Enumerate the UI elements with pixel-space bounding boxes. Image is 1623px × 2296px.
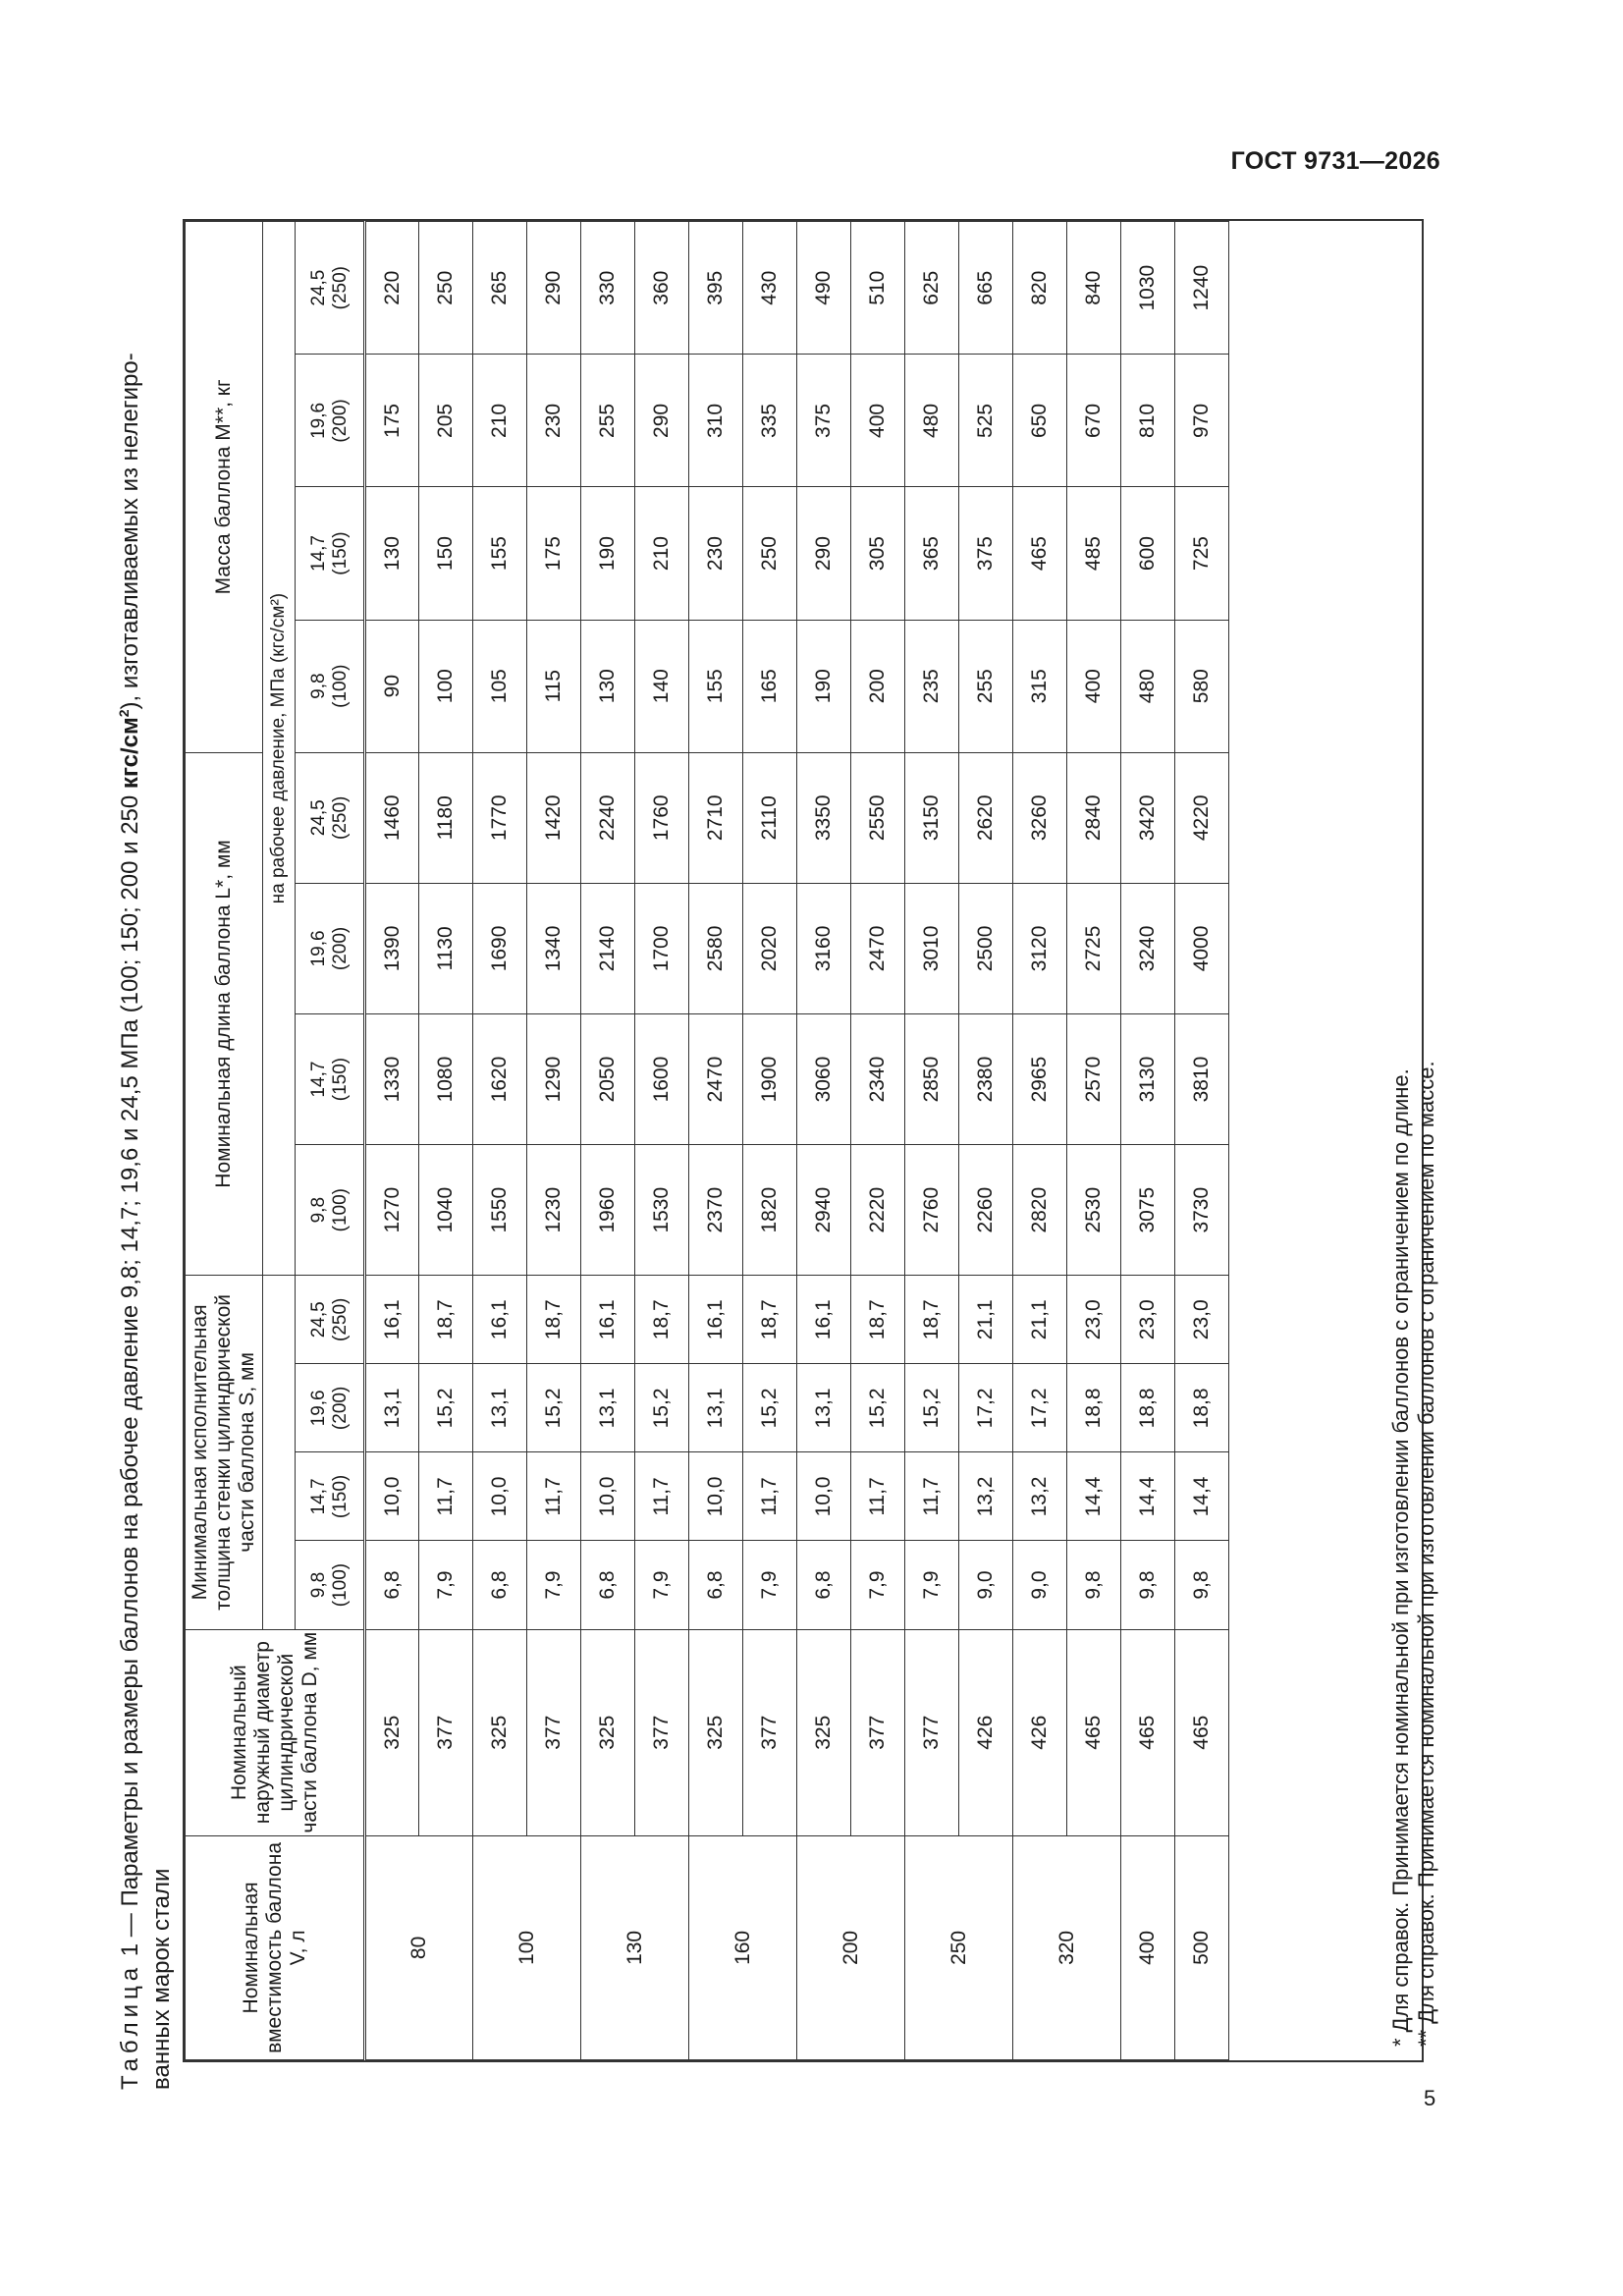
wall-thickness-cell: 23,0 (1175, 1276, 1229, 1364)
wall-thickness-cell: 18,7 (905, 1276, 959, 1364)
length-cell: 2620 (959, 752, 1013, 883)
mass-cell: 810 (1121, 355, 1175, 487)
wall-thickness-cell: 6,8 (689, 1541, 743, 1629)
table-row (797, 222, 851, 2060)
wall-thickness-cell: 10,0 (473, 1452, 527, 1541)
mass-cell: 265 (473, 222, 527, 355)
table-row (851, 222, 905, 2060)
length-cell: 1340 (527, 883, 581, 1013)
length-cell: 1530 (635, 1145, 689, 1276)
wall-thickness-cell: 14,4 (1121, 1452, 1175, 1541)
diameter-cell: 465 (1175, 1629, 1229, 1835)
mass-cell: 305 (851, 487, 905, 620)
length-cell: 3160 (797, 883, 851, 1013)
length-cell: 1390 (365, 883, 419, 1013)
wall-thickness-cell: 18,7 (743, 1276, 797, 1364)
length-cell: 1290 (527, 1014, 581, 1145)
wall-thickness-cell: 7,9 (527, 1541, 581, 1629)
length-cell: 1600 (635, 1014, 689, 1145)
mass-cell: 150 (419, 487, 473, 620)
length-cell: 1690 (473, 883, 527, 1013)
mass-cell: 255 (959, 620, 1013, 752)
wall-thickness-cell: 7,9 (905, 1541, 959, 1629)
mass-cell: 330 (581, 222, 635, 355)
wall-thickness-cell: 18,7 (527, 1276, 581, 1364)
length-cell: 1760 (635, 752, 689, 883)
wall-thickness-cell: 9,8 (1121, 1541, 1175, 1629)
length-cell: 1230 (527, 1145, 581, 1276)
mass-cell: 100 (419, 620, 473, 752)
capacity-cell: 130 (581, 1835, 689, 2059)
pressure-header-cell: 14,7 (150) (296, 487, 365, 620)
mass-cell: 400 (1067, 620, 1121, 752)
capacity-cell: 100 (473, 1835, 581, 2059)
length-cell: 2020 (743, 883, 797, 1013)
mass-cell: 485 (1067, 487, 1121, 620)
table-row (743, 222, 797, 2060)
caption-tag: Таблица (117, 1962, 143, 2090)
length-cell: 1700 (635, 883, 689, 1013)
mass-cell: 525 (959, 355, 1013, 487)
table-row (689, 222, 743, 2060)
mass-cell: 290 (635, 355, 689, 487)
mass-cell: 360 (635, 222, 689, 355)
mass-cell: 375 (959, 487, 1013, 620)
mass-cell: 480 (1121, 620, 1175, 752)
table-row (635, 222, 689, 2060)
wall-thickness-cell: 11,7 (905, 1452, 959, 1541)
length-cell: 2725 (1067, 883, 1121, 1013)
length-cell: 2340 (851, 1014, 905, 1145)
table-row (1121, 222, 1175, 2060)
table-row (1067, 222, 1121, 2060)
mass-cell: 465 (1013, 487, 1067, 620)
length-cell: 1270 (365, 1145, 419, 1276)
caption-unit-sup: 2 (116, 709, 132, 718)
mass-cell: 165 (743, 620, 797, 752)
wall-thickness-cell: 10,0 (689, 1452, 743, 1541)
table-row (365, 222, 419, 2060)
diameter-cell: 377 (635, 1629, 689, 1835)
mass-cell: 235 (905, 620, 959, 752)
page-number: 5 (1424, 2086, 1436, 2110)
mass-cell: 650 (1013, 355, 1067, 487)
length-cell: 2965 (1013, 1014, 1067, 1145)
pressure-header-cell: 19,6 (200) (296, 883, 365, 1013)
wall-thickness-cell: 7,9 (851, 1541, 905, 1629)
mass-cell: 220 (365, 222, 419, 355)
wall-thickness-cell: 9,0 (1013, 1541, 1067, 1629)
wall-thickness-cell: 16,1 (365, 1276, 419, 1364)
wall-thickness-cell: 13,2 (1013, 1452, 1067, 1541)
wall-thickness-cell: 6,8 (581, 1541, 635, 1629)
length-cell: 2840 (1067, 752, 1121, 883)
capacity-cell: 160 (689, 1835, 797, 2059)
wall-thickness-cell: 14,4 (1175, 1452, 1229, 1541)
mass-cell: 130 (581, 620, 635, 752)
diameter-cell: 377 (527, 1629, 581, 1835)
capacity-cell: 80 (365, 1835, 473, 2059)
wall-thickness-cell: 23,0 (1121, 1276, 1175, 1364)
length-cell: 4220 (1175, 752, 1229, 883)
capacity-cell: 500 (1175, 1835, 1229, 2059)
length-cell: 3075 (1121, 1145, 1175, 1276)
mass-cell: 840 (1067, 222, 1121, 355)
footnote-mass: ** Для справок. Принимается номинальной при изготовлении баллонов с ограничением по массе. (1414, 1061, 1438, 2047)
mass-cell: 490 (797, 222, 851, 355)
caption-text: 1 — Параметры и размеры баллонов на рабочее давление 9,8; 14,7; 19,6 и 24,5 МПа (100; 150; 200 и 250 (117, 789, 143, 1963)
pressure-header-cell: 24,5 (250) (296, 752, 365, 883)
mass-cell: 395 (689, 222, 743, 355)
wall-thickness-cell: 13,1 (473, 1364, 527, 1452)
wall-thickness-cell: 15,2 (851, 1364, 905, 1452)
length-cell: 3130 (1121, 1014, 1175, 1145)
wall-thickness-cell: 9,8 (1175, 1541, 1229, 1629)
diameter-cell: 377 (743, 1629, 797, 1835)
table-row (473, 222, 527, 2060)
wall-thickness-cell: 17,2 (1013, 1364, 1067, 1452)
mass-cell: 175 (527, 487, 581, 620)
pressure-header-cell: 19,6 (200) (296, 1364, 365, 1452)
header-spacer (263, 1276, 296, 1629)
diameter-cell: 377 (905, 1629, 959, 1835)
length-cell: 1040 (419, 1145, 473, 1276)
mass-cell: 105 (473, 620, 527, 752)
parameters-table (185, 221, 1229, 2060)
mass-cell: 375 (797, 355, 851, 487)
table-row (581, 222, 635, 2060)
length-cell: 3060 (797, 1014, 851, 1145)
mass-cell: 315 (1013, 620, 1067, 752)
mass-cell: 625 (905, 222, 959, 355)
length-cell: 2530 (1067, 1145, 1121, 1276)
mass-cell: 190 (797, 620, 851, 752)
mass-cell: 250 (743, 487, 797, 620)
wall-thickness-cell: 16,1 (473, 1276, 527, 1364)
length-cell: 2940 (797, 1145, 851, 1276)
wall-thickness-cell: 6,8 (473, 1541, 527, 1629)
diameter-cell: 325 (689, 1629, 743, 1835)
capacity-cell: 400 (1121, 1835, 1175, 2059)
length-cell: 3730 (1175, 1145, 1229, 1276)
wall-thickness-cell: 18,7 (635, 1276, 689, 1364)
mass-cell: 1030 (1121, 222, 1175, 355)
table-frame (183, 219, 1438, 2062)
header-length: Номинальная длина баллона L*, мм (186, 752, 263, 1276)
mass-cell: 200 (851, 620, 905, 752)
footnotes (1388, 1061, 1439, 2047)
length-cell: 1550 (473, 1145, 527, 1276)
wall-thickness-cell: 15,2 (527, 1364, 581, 1452)
mass-cell: 970 (1175, 355, 1229, 487)
mass-cell: 230 (527, 355, 581, 487)
mass-cell: 665 (959, 222, 1013, 355)
length-cell: 2580 (689, 883, 743, 1013)
length-cell: 2760 (905, 1145, 959, 1276)
table-row (1175, 222, 1229, 2060)
footnote-length: * Для справок. Принимается номинальной при изготовлении баллонов с ограничением по длине. (1388, 1068, 1413, 2047)
wall-thickness-cell: 11,7 (851, 1452, 905, 1541)
mass-cell: 480 (905, 355, 959, 487)
length-cell: 1420 (527, 752, 581, 883)
length-cell: 2220 (851, 1145, 905, 1276)
mass-cell: 725 (1175, 487, 1229, 620)
pressure-header-cell: 24,5 (250) (296, 222, 365, 355)
length-cell: 1080 (419, 1014, 473, 1145)
caption-text-end: ), изготавливаемых из нелегиро- (117, 353, 143, 710)
length-cell: 2850 (905, 1014, 959, 1145)
wall-thickness-cell: 11,7 (743, 1452, 797, 1541)
caption-unit: кгс/см (117, 717, 143, 790)
wall-thickness-cell: 7,9 (743, 1541, 797, 1629)
table-row (905, 222, 959, 2060)
diameter-cell: 465 (1121, 1629, 1175, 1835)
length-cell: 2570 (1067, 1014, 1121, 1145)
diameter-cell: 325 (797, 1629, 851, 1835)
mass-cell: 335 (743, 355, 797, 487)
wall-thickness-cell: 6,8 (797, 1541, 851, 1629)
length-cell: 1130 (419, 883, 473, 1013)
wall-thickness-cell: 15,2 (635, 1364, 689, 1452)
length-cell: 2050 (581, 1014, 635, 1145)
wall-thickness-cell: 9,0 (959, 1541, 1013, 1629)
table-row (959, 222, 1013, 2060)
pressure-header-cell: 14,7 (150) (296, 1452, 365, 1541)
wall-thickness-cell: 14,4 (1067, 1452, 1121, 1541)
diameter-cell: 426 (959, 1629, 1013, 1835)
mass-cell: 190 (581, 487, 635, 620)
mass-cell: 210 (473, 355, 527, 487)
wall-thickness-cell: 18,7 (419, 1276, 473, 1364)
mass-cell: 175 (365, 355, 419, 487)
wall-thickness-cell: 7,9 (635, 1541, 689, 1629)
mass-cell: 230 (689, 487, 743, 620)
length-cell: 2260 (959, 1145, 1013, 1276)
mass-cell: 290 (797, 487, 851, 620)
diameter-cell: 325 (365, 1629, 419, 1835)
wall-thickness-cell: 21,1 (959, 1276, 1013, 1364)
length-cell: 3350 (797, 752, 851, 883)
wall-thickness-cell: 18,8 (1067, 1364, 1121, 1452)
length-cell: 2550 (851, 752, 905, 883)
length-cell: 1180 (419, 752, 473, 883)
wall-thickness-cell: 18,8 (1175, 1364, 1229, 1452)
wall-thickness-cell: 7,9 (419, 1541, 473, 1629)
length-cell: 2470 (851, 883, 905, 1013)
wall-thickness-cell: 10,0 (365, 1452, 419, 1541)
wall-thickness-cell: 13,1 (581, 1364, 635, 1452)
length-cell: 2110 (743, 752, 797, 883)
diameter-cell: 325 (473, 1629, 527, 1835)
table-row (527, 222, 581, 2060)
capacity-cell: 250 (905, 1835, 1013, 2059)
diameter-cell: 426 (1013, 1629, 1067, 1835)
wall-thickness-cell: 11,7 (635, 1452, 689, 1541)
mass-cell: 115 (527, 620, 581, 752)
mass-cell: 210 (635, 487, 689, 620)
header-capacity: Номинальная вместимость баллона V, л (186, 1835, 365, 2059)
length-cell: 1960 (581, 1145, 635, 1276)
length-cell: 2370 (689, 1145, 743, 1276)
pressure-header-cell: 9,8 (100) (296, 1145, 365, 1276)
wall-thickness-cell: 18,8 (1121, 1364, 1175, 1452)
wall-thickness-cell: 16,1 (581, 1276, 635, 1364)
wall-thickness-cell: 15,2 (905, 1364, 959, 1452)
mass-cell: 205 (419, 355, 473, 487)
wall-thickness-cell: 11,7 (419, 1452, 473, 1541)
wall-thickness-cell: 10,0 (797, 1452, 851, 1541)
wall-thickness-cell: 21,1 (1013, 1276, 1067, 1364)
mass-cell: 365 (905, 487, 959, 620)
length-cell: 3120 (1013, 883, 1067, 1013)
wall-thickness-cell: 18,7 (851, 1276, 905, 1364)
wall-thickness-cell: 15,2 (743, 1364, 797, 1452)
length-cell: 1460 (365, 752, 419, 883)
wall-thickness-cell: 13,1 (689, 1364, 743, 1452)
mass-cell: 255 (581, 355, 635, 487)
caption-line2: ванных марок стали (148, 1868, 175, 2090)
capacity-cell: 200 (797, 1835, 905, 2059)
wall-thickness-cell: 13,1 (365, 1364, 419, 1452)
diameter-cell: 325 (581, 1629, 635, 1835)
table-row (1013, 222, 1067, 2060)
mass-cell: 1240 (1175, 222, 1229, 355)
pressure-header-cell: 24,5 (250) (296, 1276, 365, 1364)
length-cell: 2380 (959, 1014, 1013, 1145)
diameter-cell: 377 (419, 1629, 473, 1835)
mass-cell: 600 (1121, 487, 1175, 620)
length-cell: 2710 (689, 752, 743, 883)
mass-cell: 90 (365, 620, 419, 752)
length-cell: 2240 (581, 752, 635, 883)
wall-thickness-cell: 13,1 (797, 1364, 851, 1452)
length-cell: 2140 (581, 883, 635, 1013)
pressure-header-cell: 14,7 (150) (296, 1014, 365, 1145)
mass-cell: 155 (689, 620, 743, 752)
length-cell: 3420 (1121, 752, 1175, 883)
wall-thickness-cell: 13,2 (959, 1452, 1013, 1541)
mass-cell: 510 (851, 222, 905, 355)
length-cell: 3150 (905, 752, 959, 883)
mass-cell: 310 (689, 355, 743, 487)
wall-thickness-cell: 11,7 (527, 1452, 581, 1541)
mass-cell: 130 (365, 487, 419, 620)
mass-cell: 140 (635, 620, 689, 752)
mass-cell: 290 (527, 222, 581, 355)
pressure-header-cell: 19,6 (200) (296, 355, 365, 487)
length-cell: 1620 (473, 1014, 527, 1145)
table-caption (108, 219, 178, 2090)
diameter-cell: 377 (851, 1629, 905, 1835)
mass-cell: 820 (1013, 222, 1067, 355)
wall-thickness-cell: 6,8 (365, 1541, 419, 1629)
diameter-cell: 465 (1067, 1629, 1121, 1835)
mass-cell: 400 (851, 355, 905, 487)
length-cell: 4000 (1175, 883, 1229, 1013)
rotated-table-sheet (108, 219, 1438, 2090)
mass-cell: 430 (743, 222, 797, 355)
length-cell: 1900 (743, 1014, 797, 1145)
pressure-header-cell: 9,8 (100) (296, 620, 365, 752)
length-cell: 1770 (473, 752, 527, 883)
table-row (419, 222, 473, 2060)
mass-cell: 155 (473, 487, 527, 620)
mass-cell: 670 (1067, 355, 1121, 487)
mass-cell: 580 (1175, 620, 1229, 752)
length-cell: 2470 (689, 1014, 743, 1145)
length-cell: 1820 (743, 1145, 797, 1276)
table-body (365, 222, 1229, 2060)
length-cell: 1330 (365, 1014, 419, 1145)
wall-thickness-cell: 9,8 (1067, 1541, 1121, 1629)
wall-thickness-cell: 15,2 (419, 1364, 473, 1452)
wall-thickness-cell: 16,1 (689, 1276, 743, 1364)
length-cell: 3810 (1175, 1014, 1229, 1145)
wall-thickness-cell: 23,0 (1067, 1276, 1121, 1364)
capacity-cell: 320 (1013, 1835, 1121, 2059)
header-diameter: Номинальный наружный диаметр цилиндрической части баллона D, мм (186, 1629, 365, 1835)
header-mass: Масса баллона M**, кг (186, 222, 263, 753)
pressure-header-cell: 9,8 (100) (296, 1541, 365, 1629)
length-cell: 3240 (1121, 883, 1175, 1013)
header-wall-thickness: Минимальная исполнительная толщина стенки цилиндрической части баллона S, мм (186, 1276, 263, 1629)
wall-thickness-cell: 17,2 (959, 1364, 1013, 1452)
document-code: ГОСТ 9731—2026 (1230, 147, 1440, 175)
length-cell: 3260 (1013, 752, 1067, 883)
wall-thickness-cell: 16,1 (797, 1276, 851, 1364)
length-cell: 2820 (1013, 1145, 1067, 1276)
length-cell: 3010 (905, 883, 959, 1013)
wall-thickness-cell: 10,0 (581, 1452, 635, 1541)
mass-cell: 250 (419, 222, 473, 355)
header-pressure-label: на рабочее давление, МПа (кгс/см²) (263, 222, 296, 1276)
length-cell: 2500 (959, 883, 1013, 1013)
